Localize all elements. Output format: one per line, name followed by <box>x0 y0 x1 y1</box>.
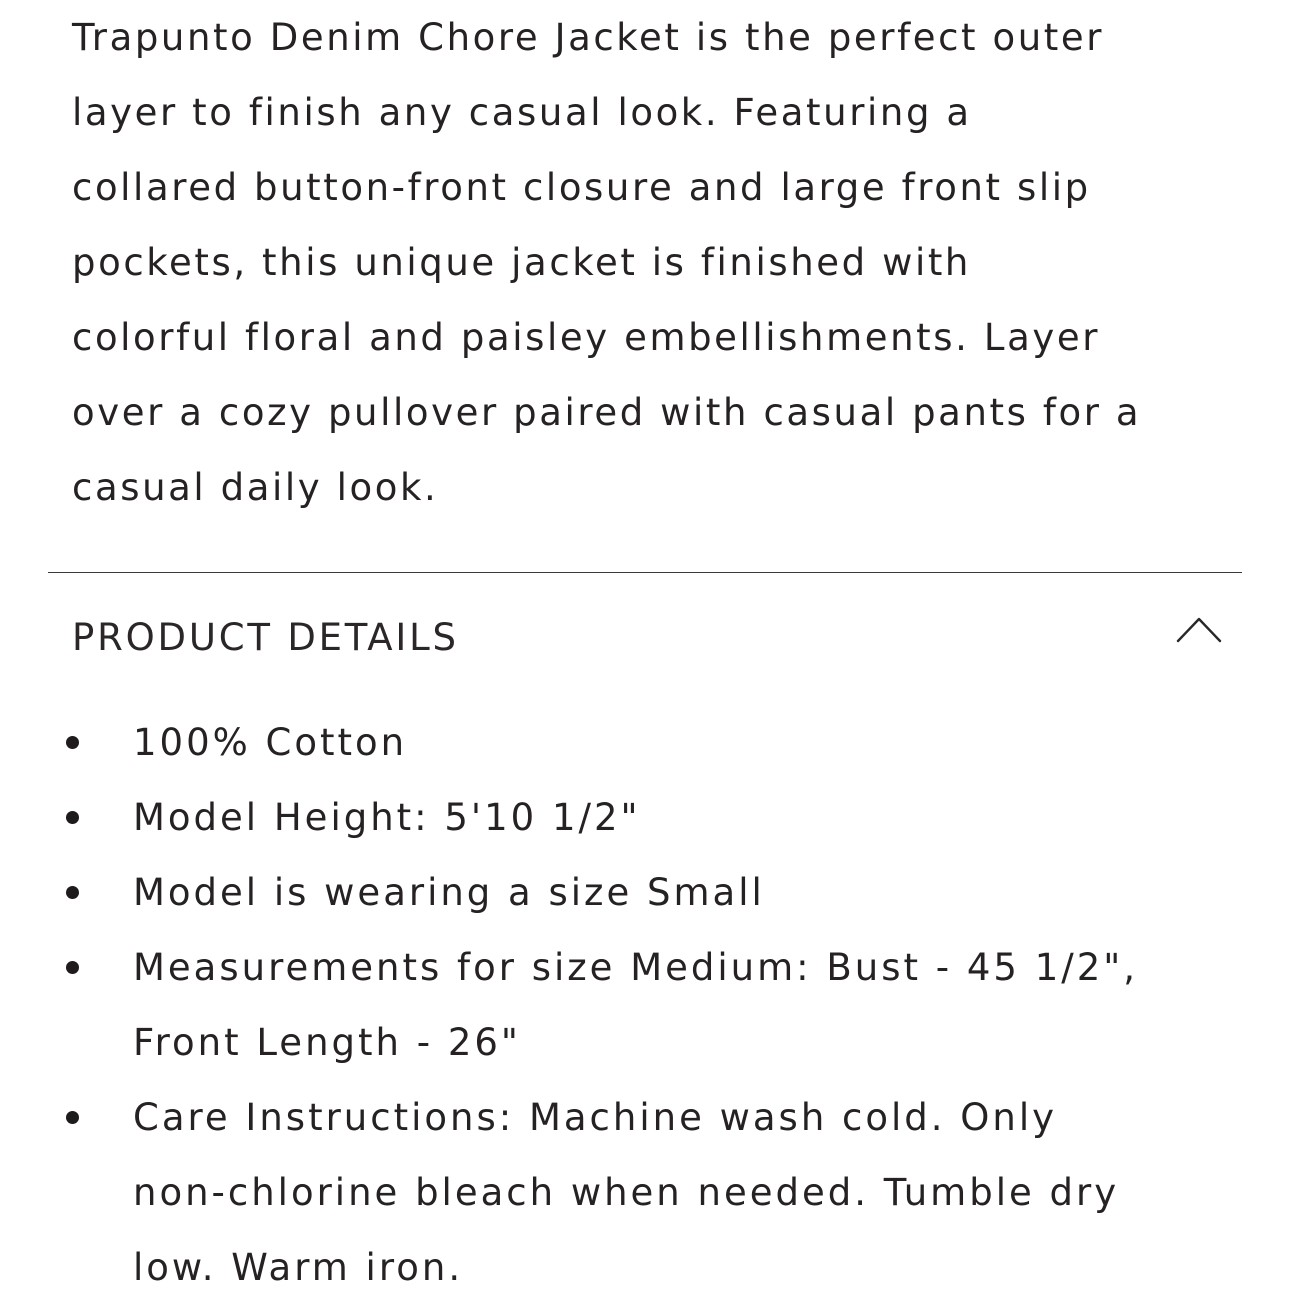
product-description <box>72 0 1252 525</box>
detail-text: Care Instructions: Machine wash cold. Only <box>133 1096 1058 1139</box>
list-item <box>0 930 1290 1080</box>
chevron-up-icon[interactable] <box>1176 614 1222 644</box>
description-line: collared button-front closure and large front slip <box>72 166 1091 209</box>
bullet-dot <box>66 1111 79 1124</box>
description-line: Trapunto Denim Chore Jacket is the perfect outer <box>72 16 1105 59</box>
product-details-list <box>0 705 1290 1301</box>
description-line: layer to finish any casual look. Featuring a <box>72 91 972 134</box>
list-item <box>0 1080 1290 1301</box>
detail-text: Measurements for size Medium: Bust - 45 1/2", <box>133 946 1139 989</box>
list-item <box>0 855 1290 930</box>
description-line: over a cozy pullover paired with casual pants for a <box>72 391 1142 434</box>
list-item <box>0 780 1290 855</box>
bullet-dot <box>66 886 79 899</box>
product-details-accordion-toggle[interactable] <box>48 604 1242 676</box>
section-divider <box>48 572 1242 573</box>
detail-text: 100% Cotton <box>133 721 408 764</box>
list-item <box>0 705 1290 780</box>
product-details-title: PRODUCT DETAILS <box>72 616 459 659</box>
detail-text: Model Height: 5'10 1/2" <box>133 796 641 839</box>
bullet-dot <box>66 811 79 824</box>
bullet-dot <box>66 961 79 974</box>
description-line: colorful floral and paisley embellishments. Layer <box>72 316 1101 359</box>
detail-text: non-chlorine bleach when needed. Tumble dry <box>133 1171 1120 1214</box>
description-line: pockets, this unique jacket is finished with <box>72 241 971 284</box>
detail-text: Front Length - 26" <box>133 1021 521 1064</box>
description-line: casual daily look. <box>72 466 439 509</box>
bullet-dot <box>66 736 79 749</box>
detail-text: low. Warm iron. <box>133 1246 464 1289</box>
detail-text: Model is wearing a size Small <box>133 871 765 914</box>
